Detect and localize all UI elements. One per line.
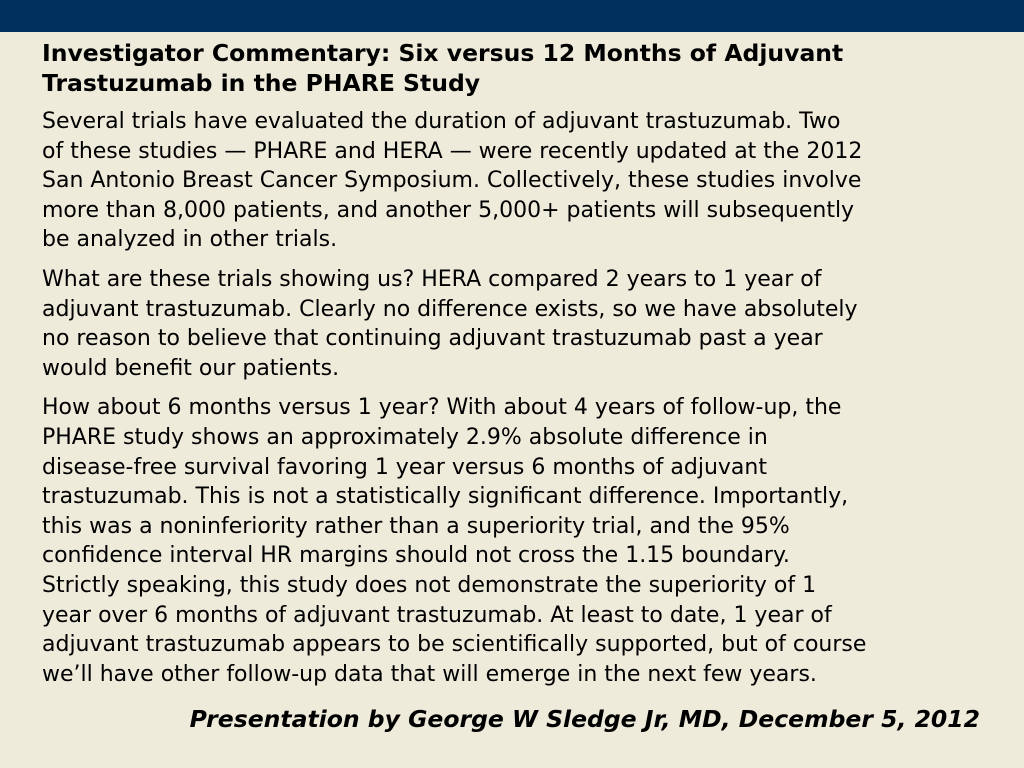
slide-content (42, 38, 992, 699)
presentation-attribution: Presentation by George W Sledge Jr, MD, December 5, 2012 (189, 705, 980, 733)
paragraph-phare: How about 6 months versus 1 year? With about 4 years of follow-up, the PHARE study shows an approximately 2.9% absolute difference in disease-free survival favoring 1 year versus 6 months of adjuvant trastuzumab. This is not a statistically significant difference. Importantly, this was a noninferiority rather than a superiority trial, and the 95% confidence interval HR margins should not cross the 1.15 boundary. Strictly speaking, this study does not demonstrate the superiority of 1 year over 6 months of adjuvant trastuzumab. At least to date, 1 year of adjuvant trastuzumab appears to be scientifically supported, but of course we’ll have other follow-up data that will emerge in the next few years. (42, 395, 867, 687)
header-bar (0, 0, 1024, 32)
paragraph-hera: What are these trials showing us? HERA compared 2 years to 1 year of adjuvant trastuzumab. Clearly no difference exists, so we have absolutely no reason to believe that continuing adjuvant trastuzumab past a year would benefit our patients. (42, 266, 858, 381)
slide-title: Investigator Commentary: Six versus 12 Months of Adjuvant Trastuzumab in the PHARE Study (42, 39, 844, 97)
paragraph-intro: Several trials have evaluated the duration of adjuvant trastuzumab. Two of these studies — PHARE and HERA — were recently updated at the 2012 San Antonio Breast Cancer Symposium. Collectively, these studies involve more than 8,000 patients, and another 5,000+ patients will subsequently be analyzed in other trials. (42, 109, 863, 253)
